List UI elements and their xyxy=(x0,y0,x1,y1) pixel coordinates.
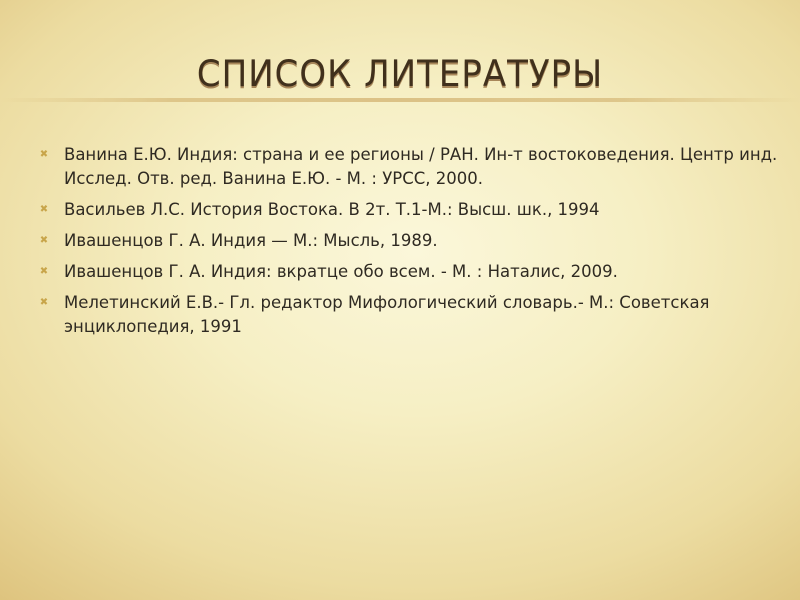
reference-item xyxy=(38,260,778,284)
x-mark-icon: ✖ xyxy=(39,149,49,160)
title-underline xyxy=(0,98,800,102)
reference-item xyxy=(38,229,778,253)
reference-text: Ивашенцов Г. А. Индия: вкратце обо всем. - М. : Наталис, 2009. xyxy=(64,262,618,281)
reference-list xyxy=(38,143,778,346)
reference-text: Васильев Л.С. История Востока. В 2т. Т.1-М.: Высш. шк., 1994 xyxy=(64,200,600,219)
reference-text: Ивашенцов Г. А. Индия — М.: Мысль, 1989. xyxy=(64,231,438,250)
reference-item xyxy=(38,143,778,191)
reference-text: Ванина Е.Ю. Индия: страна и ее регионы / РАН. Ин-т востоковедения. Центр инд. Исслед. Отв. ред. Ванина Е.Ю. - М. : УРСС, 2000. xyxy=(64,145,778,188)
x-mark-icon: ✖ xyxy=(39,235,49,246)
x-mark-icon: ✖ xyxy=(39,266,49,277)
reference-item xyxy=(38,291,778,339)
x-mark-icon: ✖ xyxy=(39,297,49,308)
reference-text: Мелетинский Е.В.- Гл. редактор Мифологический словарь.- М.: Советская энциклопедия, 1991 xyxy=(64,293,710,336)
x-mark-icon: ✖ xyxy=(39,204,49,215)
reference-item xyxy=(38,198,778,222)
slide-title: СПИСОК ЛИТЕРАТУРЫ xyxy=(196,52,604,96)
